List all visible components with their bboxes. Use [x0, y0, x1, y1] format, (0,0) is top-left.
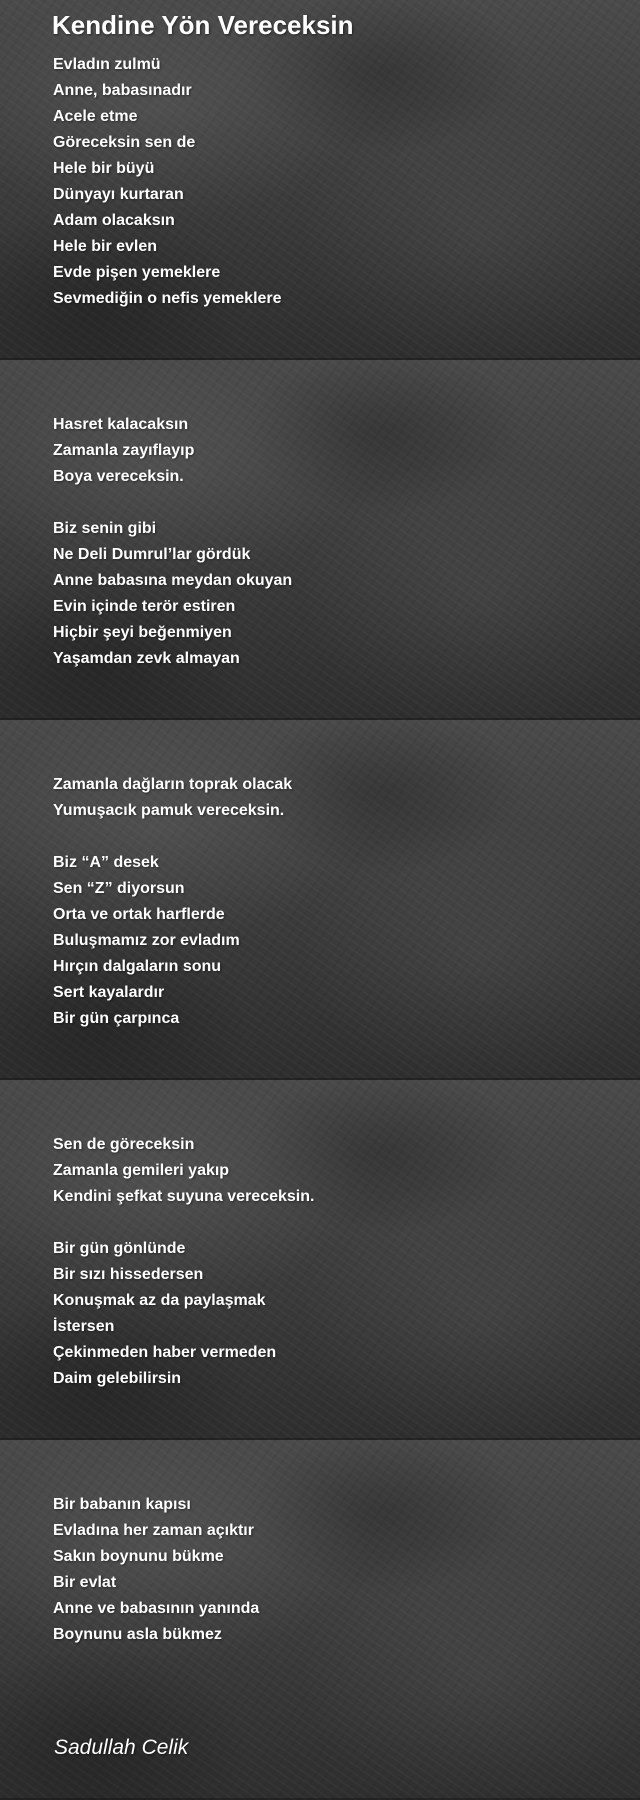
poem-line: Bir gün gönlünde	[53, 1240, 186, 1257]
poem-line: Anne, babasınadır	[53, 82, 192, 99]
poem-line: Sen de göreceksin	[53, 1136, 195, 1153]
poem-panel-1	[0, 0, 640, 360]
stanza-2	[53, 412, 292, 672]
poem-panel-3	[0, 720, 640, 1080]
poem-line: Konuşmak az da paylaşmak	[53, 1292, 266, 1309]
poem-line: Zamanla gemileri yakıp	[53, 1162, 230, 1179]
poem-line: Biz senin gibi	[53, 520, 157, 537]
poem-line: Adam olacaksın	[53, 212, 175, 229]
poem-line: Evin içinde terör estiren	[53, 598, 236, 615]
poem-panel-5	[0, 1440, 640, 1800]
poem-line: Bir gün çarpınca	[53, 1010, 180, 1027]
poem-line: Boya vereceksin.	[53, 468, 184, 485]
poem-line: Yaşamdan zevk almayan	[53, 650, 240, 667]
poem-line: Sert kayalardır	[53, 984, 165, 1001]
poem-line: Sen “Z” diyorsun	[53, 880, 185, 897]
stanza-1	[53, 52, 282, 312]
poem-line: İstersen	[53, 1318, 115, 1335]
poem-line: Kendini şefkat suyuna vereceksin.	[53, 1188, 315, 1205]
poem-line: Hele bir evlen	[53, 238, 158, 255]
poem-panel-4	[0, 1080, 640, 1440]
poem-line: Ne Deli Dumrul’lar gördük	[53, 546, 251, 563]
poem-line: Orta ve ortak harflerde	[53, 906, 225, 923]
poem-line: Bir babanın kapısı	[53, 1496, 191, 1513]
poem-line: Yumuşacık pamuk vereceksin.	[53, 802, 285, 819]
poem-line: Evde pişen yemeklere	[53, 264, 221, 281]
poem-line: Göreceksin sen de	[53, 134, 196, 151]
stanza-break	[53, 824, 292, 850]
poem-panel-2	[0, 360, 640, 720]
stanza-5	[53, 1492, 259, 1648]
stanza-break	[53, 1210, 314, 1236]
poem-line: Biz “A” desek	[53, 854, 159, 871]
poem-line: Dünyayı kurtaran	[53, 186, 184, 203]
poem-line: Anne ve babasının yanında	[53, 1600, 260, 1617]
poem-line: Buluşmamız zor evladım	[53, 932, 240, 949]
poem-line: Boynunu asla bükmez	[53, 1626, 222, 1643]
poem-line: Acele etme	[53, 108, 138, 125]
stanza-break	[53, 490, 292, 516]
poem-line: Bir sızı hissedersen	[53, 1266, 204, 1283]
poem-line: Hasret kalacaksın	[53, 416, 189, 433]
poem-line: Evladına her zaman açıktır	[53, 1522, 254, 1539]
poem-line: Bir evlat	[53, 1574, 117, 1591]
poem-line: Zamanla dağların toprak olacak	[53, 776, 293, 793]
poem-line: Anne babasına meydan okuyan	[53, 572, 293, 589]
poem-line: Çekinmeden haber vermeden	[53, 1344, 277, 1361]
poem-author: Sadullah Celik	[54, 1736, 189, 1759]
poem-title: Kendine Yön Vereceksin	[52, 10, 354, 40]
poem-line: Daim gelebilirsin	[53, 1370, 182, 1387]
poem-line: Evladın zulmü	[53, 56, 161, 73]
poem-line: Zamanla zayıflayıp	[53, 442, 195, 459]
poem-line: Hırçın dalgaların sonu	[53, 958, 222, 975]
stanza-4	[53, 1132, 314, 1392]
poem-line: Sakın boynunu bükme	[53, 1548, 224, 1565]
poem-line: Hiçbir şeyi beğenmiyen	[53, 624, 232, 641]
stanza-3	[53, 772, 292, 1032]
poem-line: Hele bir büyü	[53, 160, 155, 177]
poem-line: Sevmediğin o nefis yemeklere	[53, 290, 282, 307]
